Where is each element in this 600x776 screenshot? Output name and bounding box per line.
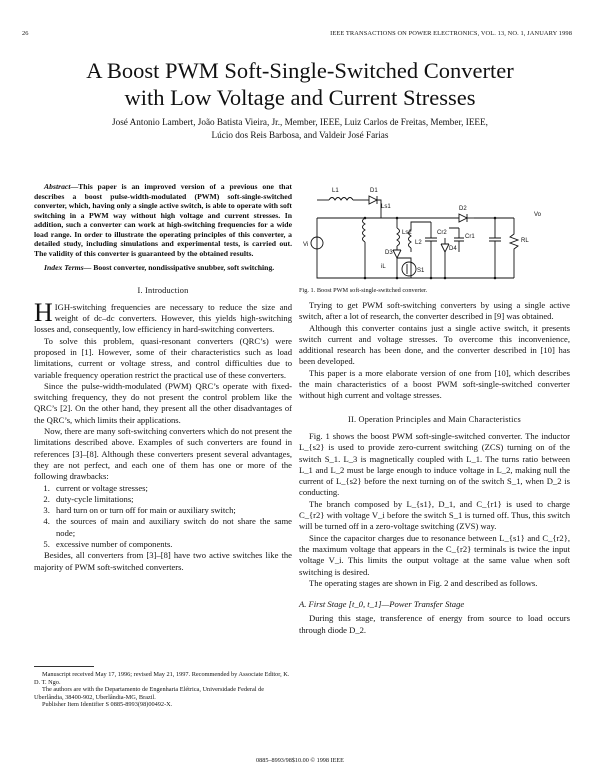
section-heading-operation: II. Operation Principles and Main Characteristics	[348, 414, 521, 424]
drawbacks-list	[34, 483, 292, 551]
label-RL: RL	[521, 238, 529, 244]
authors-line-2: Lúcio dos Reis Barbosa, and Valdeir José Farias	[211, 129, 389, 140]
sec2-paragraph-3: Since the capacitor charges due to resonance between L_{s1} and C_{r2}, the maximum voltage that appears in the C_{r2} terminals is twice the input voltage V_i. This limits the output voltage at the same value when soft switching is desired.	[299, 532, 570, 577]
list-item: 2. duty-cycle limitations;	[52, 494, 292, 505]
title-line-1: A Boost PWM Soft-Single-Switched Converter	[86, 58, 514, 83]
page-number: 26	[22, 30, 29, 37]
footnote: Manuscript received May 17, 1996; revised May 21, 1997. Recommended by Associate Editor, K. D. T. Ngo.	[34, 671, 290, 686]
footnotes	[34, 671, 292, 709]
label-S1: S1	[417, 268, 425, 274]
intro-paragraph-4: Now, there are many soft-switching converters which do not present the limitations described above. Examples of such converters are found in references [3]–[8]. Although these converters present several advantages, they are not perfect, and each one of them has one or more of the following drawbacks:	[34, 426, 292, 482]
abstract-text: This paper is an improved version of a previous one that describes a boost pulse-width-modulated (PWM) soft-single-switched converter, which, having only a single active switch, is able to operate with soft switching in a PWM way without high voltage and current stresses. In addition, such a converter can work at high-switching frequencies for a wide load range. In order to illustrate the operating principles of this converter, a detailed study, including simulations and experimental tests, is carried out. The validity of this converter is guaranteed by the obtained results.	[34, 182, 292, 258]
footnote: The authors are with the Departamento de Engenharia Elétrica, Universidade Federal de Uberlândia, 38400-902, Uberlândia-MG, Brazil.	[34, 686, 265, 701]
index-terms-text: Boost converter, nondissipative snubber, soft switching.	[91, 263, 275, 272]
index-terms	[34, 263, 292, 273]
label-D2: D2	[459, 206, 467, 212]
abstract-label: Abstract—	[44, 182, 79, 191]
label-Ls2: Ls2	[402, 230, 412, 236]
section-heading-introduction: I. Introduction	[137, 285, 189, 295]
right-paragraph-2: Although this converter contains just a single active switch, it presents switch current and voltage stresses. To overcome this inconvenience, additional research has been done, and the converter described in [10] has been developed.	[299, 322, 570, 367]
sec2-paragraph-2: The branch composed by L_{s1}, D_1, and C_{r1} is used to charge C_{r2} with voltage V_i before the switch S_1 is turned off. Thus, this switch will be turned off in a zero-voltage switching (ZVS) way.	[299, 498, 570, 532]
figure-1-circuit	[299, 178, 570, 288]
label-Vo: Vo	[534, 212, 542, 218]
label-iL: iL	[381, 264, 386, 270]
drop-cap: H	[34, 297, 53, 327]
footnote: Publisher Item Identifier S 0885-8993(98)00492-X.	[42, 701, 173, 709]
sec2-paragraph-1: Fig. 1 shows the boost PWM soft-single-switched converter. The inductor L_{s2} is used to provide zero-current switching (ZCS) turning on of the switch S_1. L_3 is magnetically coupled with L_1. The turns ratio between L_1 and L_2 must be large enough to induce voltage in L_2, making null the current of L_{s2} before the next turning on of the switch S_1, when D_2 is conducting.	[299, 430, 570, 498]
intro-paragraph-3: Since the pulse-width-modulated (PWM) QRC’s operate with fixed-switching frequency, they do not present the control problem like the QRC’s [2]. On the other hand, they present all the other disadvantages of the QRC’s, which limits their applications.	[34, 380, 292, 425]
list-item: 5. excessive number of components.	[52, 539, 292, 550]
paper-title	[0, 57, 600, 111]
label-D3: D3	[385, 250, 393, 256]
list-item: 1. current or voltage stresses;	[52, 483, 292, 494]
label-Vi: Vi	[303, 242, 309, 248]
label-L2: L2	[415, 240, 422, 246]
intro-paragraph-1-text: IGH-switching frequencies are necessary to reduce the size and weight of dc–dc converters. However, this yields high-switching losses and, consequently, low efficiency in hard-switching converters.	[34, 301, 292, 335]
journal-line: IEEE TRANSACTIONS ON POWER ELECTRONICS, VOL. 13, NO. 1, JANUARY 1998	[330, 30, 572, 37]
right-paragraph-3: This paper is a more elaborate version of one from [10], which describes the main characteristics of a boost PWM soft-single-switched converter without high current and voltage stresses.	[299, 367, 570, 401]
page-footer: 0885–8993/98$10.00 © 1998 IEEE	[256, 757, 344, 764]
right-column	[299, 300, 570, 636]
label-Cr2: Cr2	[437, 230, 447, 236]
label-D4: D4	[449, 246, 457, 252]
authors	[0, 116, 600, 141]
authors-line-1: José Antonio Lambert, João Batista Vieira, Jr., Member, IEEE, Luiz Carlos de Freitas, Member, IEEE,	[112, 117, 488, 127]
list-item: 3. hard turn on or turn off for main or auxiliary switch;	[52, 505, 292, 516]
sec2-paragraph-4: The operating stages are shown in Fig. 2 and described as follows.	[309, 577, 538, 588]
figure-caption: Fig. 1. Boost PWM soft-single-switched converter.	[299, 287, 428, 294]
stage-paragraph-1: During this stage, transference of energy from source to load occurs through diode D_2.	[299, 613, 570, 635]
label-D1: D1	[370, 188, 378, 194]
subsection-heading: A. First Stage [t_0, t_1]—Power Transfer Stage	[299, 599, 465, 610]
label-Cr1: Cr1	[465, 234, 475, 240]
title-line-2: with Low Voltage and Current Stresses	[124, 85, 476, 110]
label-L1: L1	[332, 188, 339, 194]
intro-paragraph-2: To solve this problem, quasi-resonant converters (QRC’s) were proposed in [1]. However, some of their characteristics such as load limitations, current or voltage stress, and control difficulties due to variable frequency operation restrict the practical use of these converters.	[34, 335, 292, 380]
abstract	[34, 182, 292, 258]
intro-paragraph-1	[34, 297, 292, 336]
list-item: 4. the sources of main and auxiliary switch do not share the same node;	[52, 516, 292, 539]
intro-paragraph-5: Besides, all converters from [3]–[8] have two active switches like the majority of PWM soft-switched converters.	[34, 550, 292, 572]
footnote-rule	[34, 666, 94, 667]
circuit-diagram	[299, 178, 570, 288]
label-Ls1: Ls1	[381, 204, 391, 210]
right-paragraph-1: Trying to get PWM soft-switching converters by using a single active switch, after a lot of research, the converter described in [9] was obtained.	[299, 300, 570, 322]
index-terms-label: Index Terms—	[44, 263, 92, 272]
left-column	[34, 182, 292, 573]
